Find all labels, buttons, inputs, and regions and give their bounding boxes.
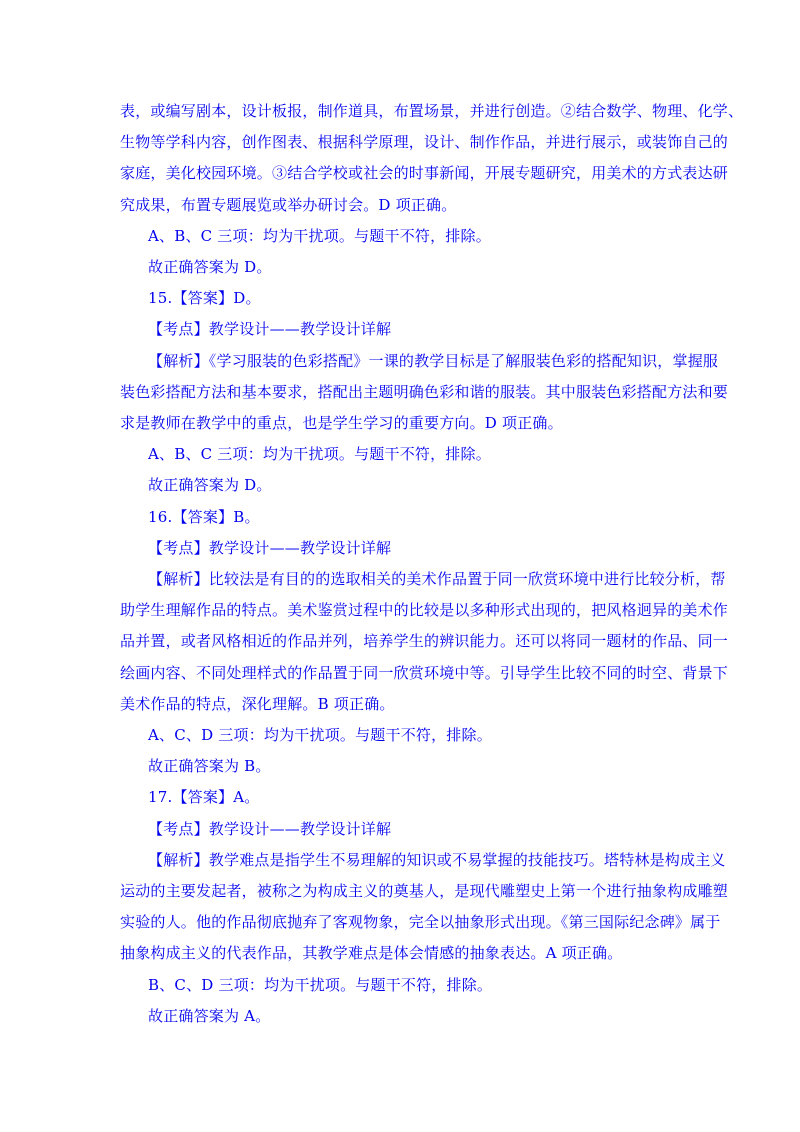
text-line: 品并置，或者风格相近的作品并列，培养学生的辨识能力。还可以将同一题材的作品、同一 xyxy=(120,632,729,651)
text-line: 运动的主要发起者，被称之为构成主义的奠基人，是现代雕塑史上第一个进行抽象构成雕塑 xyxy=(120,882,729,901)
text-line: 美术作品的特点，深化理解。B 项正确。 xyxy=(120,694,395,713)
text-line: 究成果，布置专题展览或举办研讨会。D 项正确。 xyxy=(120,195,457,214)
text-line: 故正确答案为 B。 xyxy=(148,757,271,776)
text-line: 表，或编写剧本，设计板报，制作道具，布置场景，并进行创造。②结合数学、物理、化学、 xyxy=(120,102,744,120)
topic-line: 【考点】教学设计——教学设计详解 xyxy=(148,819,392,838)
analysis-line: 【解析】比较法是有目的的选取相关的美术作品置于同一欣赏环境中进行比较分析，帮 xyxy=(148,570,726,589)
text-line: 求是教师在教学中的重点，也是学生学习的重要方向。D 项正确。 xyxy=(120,414,563,433)
answer-heading: 17.【答案】A。 xyxy=(148,788,260,807)
text-line: B、C、D 三项：均为干扰项。与题干不符，排除。 xyxy=(148,975,493,994)
text-line: 生物等学科内容，创作图表、根据科学原理，设计、制作作品，并进行展示，或装饰自己的 xyxy=(120,133,729,152)
analysis-line: 【解析】《学习服装的色彩搭配》一课的教学目标是了解服装色彩的搭配知识，掌握服 xyxy=(148,351,719,370)
text-line: 绘画内容、不同处理样式的作品置于同一欣赏环境中等。引导学生比较不同的时空、背景下 xyxy=(120,663,729,682)
text-line: A、B、C 三项：均为干扰项。与题干不符，排除。 xyxy=(148,226,491,245)
text-line: 抽象构成主义的代表作品，其教学难点是体会情感的抽象表达。A 项正确。 xyxy=(120,944,623,963)
answer-heading: 15.【答案】D。 xyxy=(148,289,261,308)
topic-line: 【考点】教学设计——教学设计详解 xyxy=(148,538,392,557)
text-line: 实验的人。他的作品彻底抛弃了客观物象，完全以抽象形式出现。《第三国际纪念碑》属于 xyxy=(120,913,721,932)
topic-line: 【考点】教学设计——教学设计详解 xyxy=(148,320,392,339)
text-line: 装色彩搭配方法和基本要求，搭配出主题明确色彩和谐的服装。其中服装色彩搭配方法和要 xyxy=(120,382,729,401)
analysis-line: 【解析】教学难点是指学生不易理解的知识或不易掌握的技能技巧。塔特林是构成主义 xyxy=(148,850,726,869)
text-line: 助学生理解作品的特点。美术鉴赏过程中的比较是以多种形式出现的，把风格迥异的美术作 xyxy=(120,601,729,620)
answer-heading: 16.【答案】B。 xyxy=(148,507,260,526)
text-line: 故正确答案为 D。 xyxy=(148,476,272,495)
text-line: 故正确答案为 D。 xyxy=(148,258,272,277)
text-line: A、B、C 三项：均为干扰项。与题干不符，排除。 xyxy=(148,445,491,464)
text-line: A、C、D 三项：均为干扰项。与题干不符，排除。 xyxy=(148,726,492,745)
text-line: 家庭，美化校园环境。③结合学校或社会的时事新闻，开展专题研究，用美术的方式表达研 xyxy=(120,164,729,183)
text-line: 故正确答案为 A。 xyxy=(148,1006,271,1025)
